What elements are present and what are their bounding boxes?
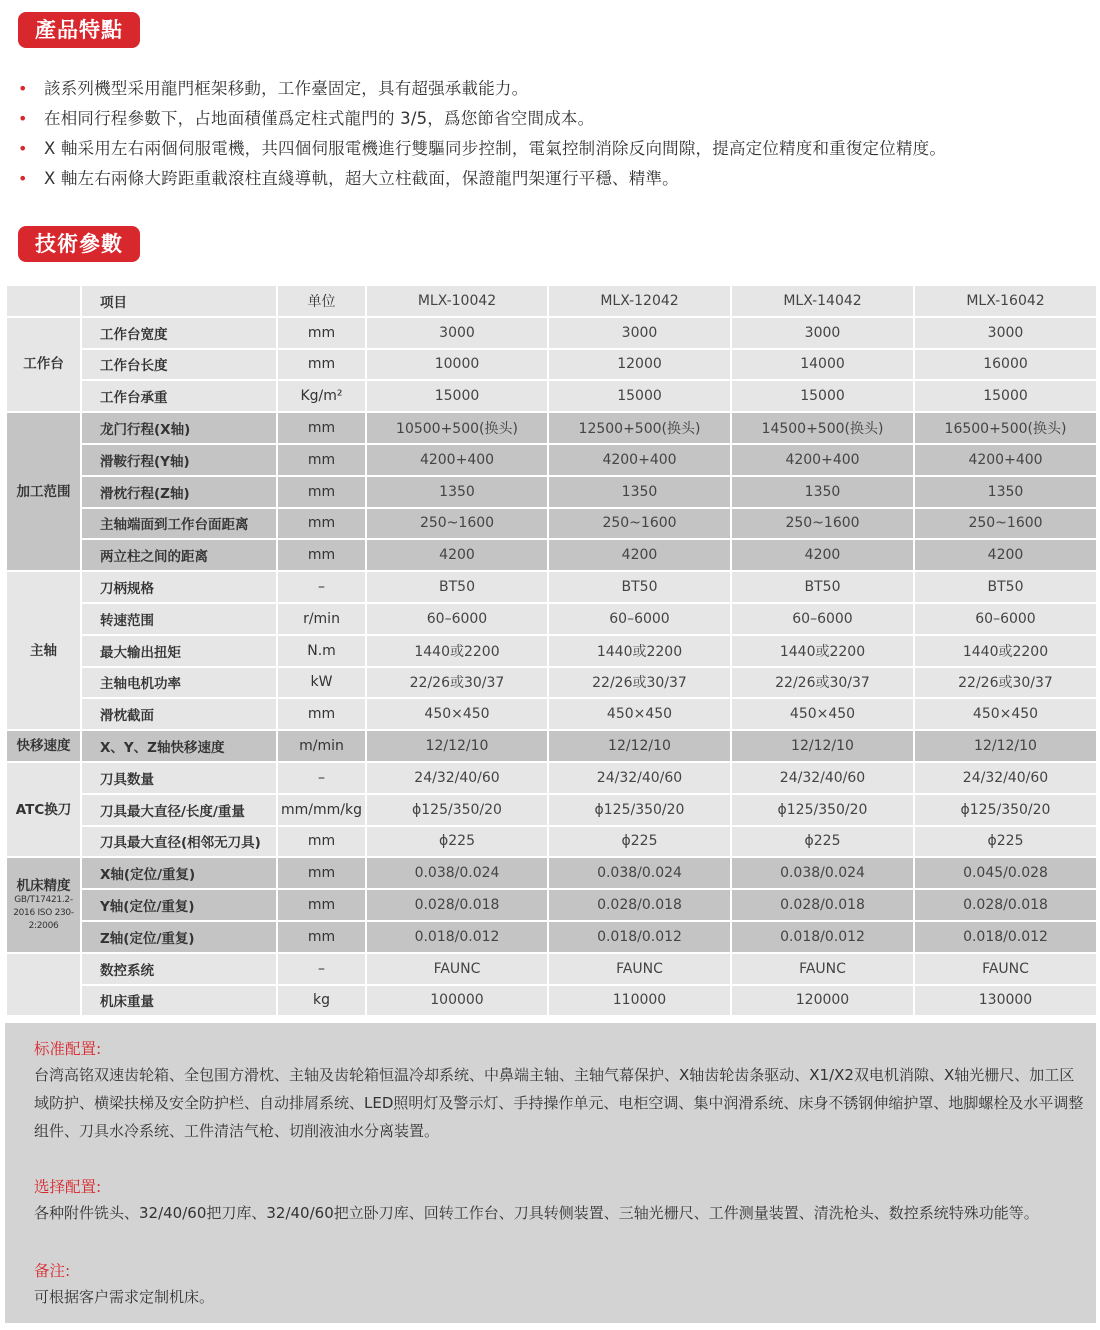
feature-text: 該系列機型采用龍門框架移動，工作臺固定，具有超强承載能力。 (44, 79, 529, 98)
table-row (6, 953, 1097, 985)
table-row (6, 698, 1097, 730)
row-unit: mm (277, 826, 366, 858)
table-row (6, 539, 1097, 571)
row-value: 12/12/10 (914, 730, 1097, 762)
row-unit: mm (277, 508, 366, 540)
row-item: 工作台长度 (81, 349, 277, 381)
row-value: 60–6000 (548, 603, 731, 635)
row-item: X轴(定位/重复) (81, 857, 277, 889)
row-value: 4200+400 (366, 444, 548, 476)
feature-text: 在相同行程參數下，占地面積僅爲定柱式龍門的 3/5，爲您節省空間成本。 (44, 109, 595, 128)
table-row (6, 380, 1097, 412)
row-value: 450×450 (914, 698, 1097, 730)
remark-title: 备注: (34, 1262, 71, 1280)
table-row (6, 349, 1097, 381)
row-unit: mm (277, 317, 366, 349)
row-value: 0.045/0.028 (914, 857, 1097, 889)
row-item: 工作台承重 (81, 380, 277, 412)
spec-table (5, 284, 1098, 1017)
row-value: FAUNC (731, 953, 914, 985)
table-row (6, 826, 1097, 858)
row-value: BT50 (548, 571, 731, 603)
row-value: 14500+500(换头) (731, 412, 914, 444)
row-unit: mm (277, 889, 366, 921)
row-item: 工作台宽度 (81, 317, 277, 349)
remark-text: 可根据客户需求定制机床。 (34, 1288, 215, 1306)
row-value: ϕ125/350/20 (731, 794, 914, 826)
row-value: BT50 (731, 571, 914, 603)
row-unit: mm (277, 412, 366, 444)
row-item: Y轴(定位/重复) (81, 889, 277, 921)
feature-item (18, 104, 1098, 134)
row-value: 4200+400 (731, 444, 914, 476)
row-value: 0.038/0.024 (548, 857, 731, 889)
row-value: 12000 (548, 349, 731, 381)
table-row (6, 762, 1097, 794)
row-value: ϕ225 (548, 826, 731, 858)
row-value: 12/12/10 (548, 730, 731, 762)
bullet-icon: • (18, 169, 28, 188)
row-unit: mm (277, 349, 366, 381)
row-value: 0.018/0.012 (731, 921, 914, 953)
optional-config-title: 选择配置: (34, 1178, 102, 1196)
row-value: 0.018/0.012 (366, 921, 548, 953)
row-value: 0.028/0.018 (914, 889, 1097, 921)
row-value: 15000 (731, 380, 914, 412)
row-value: 60–6000 (366, 603, 548, 635)
group-standard: GB/T17421.2-2016 ISO 230-2:2006 (13, 894, 74, 931)
row-value: 10000 (366, 349, 548, 381)
header-model: MLX-14042 (731, 285, 914, 317)
row-value: 16000 (914, 349, 1097, 381)
header-item: 项目 (81, 285, 277, 317)
bullet-icon: • (18, 109, 28, 128)
feature-item (18, 164, 1098, 194)
row-unit: mm (277, 921, 366, 953)
row-item: 滑鞍行程(Y轴) (81, 444, 277, 476)
row-value: 4200+400 (914, 444, 1097, 476)
row-unit: m/min (277, 730, 366, 762)
feature-item (18, 134, 1098, 164)
row-value: 0.028/0.018 (731, 889, 914, 921)
row-value: 3000 (914, 317, 1097, 349)
table-row (6, 635, 1097, 667)
header-model: MLX-16042 (914, 285, 1097, 317)
row-value: ϕ125/350/20 (914, 794, 1097, 826)
row-value: 10500+500(换头) (366, 412, 548, 444)
row-item: 刀柄规格 (81, 571, 277, 603)
row-value: 4200 (914, 539, 1097, 571)
feature-text: X 軸左右兩條大跨距重載滾柱直綫導軌，超大立柱截面，保證龍門架運行平穩、精準。 (44, 169, 679, 188)
table-row (6, 889, 1097, 921)
row-item: X、Y、Z轴快移速度 (81, 730, 277, 762)
row-value: 22/26或30/37 (548, 667, 731, 699)
row-value: 22/26或30/37 (731, 667, 914, 699)
row-value: BT50 (914, 571, 1097, 603)
row-value: 60–6000 (731, 603, 914, 635)
table-row (6, 412, 1097, 444)
row-item: 刀具数量 (81, 762, 277, 794)
row-unit: Kg/m² (277, 380, 366, 412)
row-value: 12/12/10 (366, 730, 548, 762)
table-row (6, 730, 1097, 762)
row-item: 转速范围 (81, 603, 277, 635)
row-item: 龙门行程(X轴) (81, 412, 277, 444)
row-value: FAUNC (366, 953, 548, 985)
row-value: 15000 (914, 380, 1097, 412)
row-value: 1350 (366, 476, 548, 508)
group-name: ATC换刀 (15, 801, 72, 818)
row-value: FAUNC (914, 953, 1097, 985)
row-item: 两立柱之间的距离 (81, 539, 277, 571)
row-unit: kW (277, 667, 366, 699)
bullet-icon: • (18, 79, 28, 98)
row-value: 1350 (548, 476, 731, 508)
row-value: 1440或2200 (731, 635, 914, 667)
row-value: 250~1600 (548, 508, 731, 540)
group-label (6, 412, 81, 571)
row-value: 1440或2200 (366, 635, 548, 667)
row-value: 250~1600 (731, 508, 914, 540)
row-value: 3000 (548, 317, 731, 349)
table-row (6, 794, 1097, 826)
table-row (6, 857, 1097, 889)
row-item: 滑枕行程(Z轴) (81, 476, 277, 508)
table-row (6, 603, 1097, 635)
row-unit: mm (277, 698, 366, 730)
table-row (6, 667, 1097, 699)
row-value: ϕ125/350/20 (548, 794, 731, 826)
row-item: 机床重量 (81, 985, 277, 1017)
group-label (6, 317, 81, 412)
row-value: 1440或2200 (548, 635, 731, 667)
row-value: 22/26或30/37 (366, 667, 548, 699)
row-item: 滑枕截面 (81, 698, 277, 730)
features-section-title: 產品特點 (18, 12, 140, 48)
header-unit: 单位 (277, 285, 366, 317)
row-value: 250~1600 (914, 508, 1097, 540)
row-value: 4200 (548, 539, 731, 571)
row-item: 主轴端面到工作台面距离 (81, 508, 277, 540)
specs-section-title: 技術參數 (18, 226, 140, 262)
row-value: 4200 (366, 539, 548, 571)
row-value: 16500+500(换头) (914, 412, 1097, 444)
header-model: MLX-12042 (548, 285, 731, 317)
row-value: 24/32/40/60 (548, 762, 731, 794)
row-item: 刀具最大直径(相邻无刀具) (81, 826, 277, 858)
row-value: 22/26或30/37 (914, 667, 1097, 699)
row-value: 0.028/0.018 (548, 889, 731, 921)
row-value: 0.018/0.012 (914, 921, 1097, 953)
row-item: 最大输出扭矩 (81, 635, 277, 667)
row-value: 24/32/40/60 (731, 762, 914, 794)
row-value: 110000 (548, 985, 731, 1017)
row-value: ϕ225 (731, 826, 914, 858)
row-item: 刀具最大直径/长度/重量 (81, 794, 277, 826)
feature-item (18, 74, 1098, 104)
feature-text: X 軸采用左右兩個伺服電機，共四個伺服電機進行雙驅同步控制，電氣控制消除反向間隙，提高定位精度和重復定位精度。 (44, 139, 947, 158)
row-value: 1350 (914, 476, 1097, 508)
table-row (6, 921, 1097, 953)
row-value: ϕ225 (366, 826, 548, 858)
row-item: 主轴电机功率 (81, 667, 277, 699)
notes-panel (5, 1023, 1096, 1323)
group-label (6, 953, 81, 1017)
group-label (6, 571, 81, 730)
row-unit: mm/mm/kg (277, 794, 366, 826)
feature-list (18, 74, 1098, 194)
table-row (6, 571, 1097, 603)
table-row (6, 317, 1097, 349)
row-value: 130000 (914, 985, 1097, 1017)
row-value: 14000 (731, 349, 914, 381)
row-item: Z轴(定位/重复) (81, 921, 277, 953)
row-value: 0.038/0.024 (731, 857, 914, 889)
row-value: 3000 (366, 317, 548, 349)
row-value: BT50 (366, 571, 548, 603)
table-row (6, 444, 1097, 476)
row-unit: N.m (277, 635, 366, 667)
group-name: 机床精度 (16, 877, 71, 894)
row-value: 12500+500(换头) (548, 412, 731, 444)
row-value: 60–6000 (914, 603, 1097, 635)
row-unit: mm (277, 857, 366, 889)
bullet-icon: • (18, 139, 28, 158)
table-row (6, 985, 1097, 1017)
group-name: 快移速度 (16, 738, 71, 755)
row-unit: – (277, 762, 366, 794)
row-value: 450×450 (548, 698, 731, 730)
row-value: 4200+400 (548, 444, 731, 476)
group-label (6, 730, 81, 762)
row-value: 24/32/40/60 (914, 762, 1097, 794)
row-value: ϕ225 (914, 826, 1097, 858)
group-name: 工作台 (23, 356, 64, 373)
row-value: 450×450 (366, 698, 548, 730)
table-row (6, 508, 1097, 540)
row-unit: mm (277, 476, 366, 508)
group-label (6, 762, 81, 857)
row-item: 数控系统 (81, 953, 277, 985)
row-value: 12/12/10 (731, 730, 914, 762)
standard-config-text: 台湾高铭双速齿轮箱、全包围方滑枕、主轴及齿轮箱恒温冷却系统、中鼻端主轴、主轴气幕保护、X轴齿轮齿条驱动、X1/X2双电机消隙、X轴光栅尺、加工区域防护、横梁扶梯及安全防护栏、自动排屑系统、LED照明灯及警示灯、手持操作单元、电柜空调、集中润滑系统、床身不锈钢伸缩护罩、地脚螺栓及水平调整组件、刀具水冷系统、工件清洁气枪、切削液油水分离装置。 (34, 1066, 1084, 1140)
row-value: ϕ125/350/20 (366, 794, 548, 826)
row-value: 1350 (731, 476, 914, 508)
row-unit: kg (277, 985, 366, 1017)
table-header-row (6, 285, 1097, 317)
row-value: 15000 (366, 380, 548, 412)
row-unit: r/min (277, 603, 366, 635)
row-value: 450×450 (731, 698, 914, 730)
row-value: 0.018/0.012 (548, 921, 731, 953)
header-model: MLX-10042 (366, 285, 548, 317)
row-value: FAUNC (548, 953, 731, 985)
group-name: 加工范围 (16, 483, 71, 500)
standard-config-title: 标准配置: (34, 1040, 102, 1058)
row-unit: – (277, 571, 366, 603)
row-value: 250~1600 (366, 508, 548, 540)
row-unit: mm (277, 539, 366, 571)
table-row (6, 476, 1097, 508)
row-value: 4200 (731, 539, 914, 571)
row-unit: mm (277, 444, 366, 476)
row-value: 0.038/0.024 (366, 857, 548, 889)
group-label (6, 857, 81, 952)
row-value: 100000 (366, 985, 548, 1017)
row-value: 24/32/40/60 (366, 762, 548, 794)
header-group-cell (6, 285, 81, 317)
row-value: 1440或2200 (914, 635, 1097, 667)
row-unit: – (277, 953, 366, 985)
optional-config-text: 各种附件铣头、32/40/60把刀库、32/40/60把立卧刀库、回转工作台、刀具转侧装置、三轴光栅尺、工件测量装置、清洗枪头、数控系统特殊功能等。 (34, 1204, 1039, 1222)
row-value: 120000 (731, 985, 914, 1017)
row-value: 0.028/0.018 (366, 889, 548, 921)
group-name: 主轴 (30, 642, 57, 659)
row-value: 15000 (548, 380, 731, 412)
row-value: 3000 (731, 317, 914, 349)
